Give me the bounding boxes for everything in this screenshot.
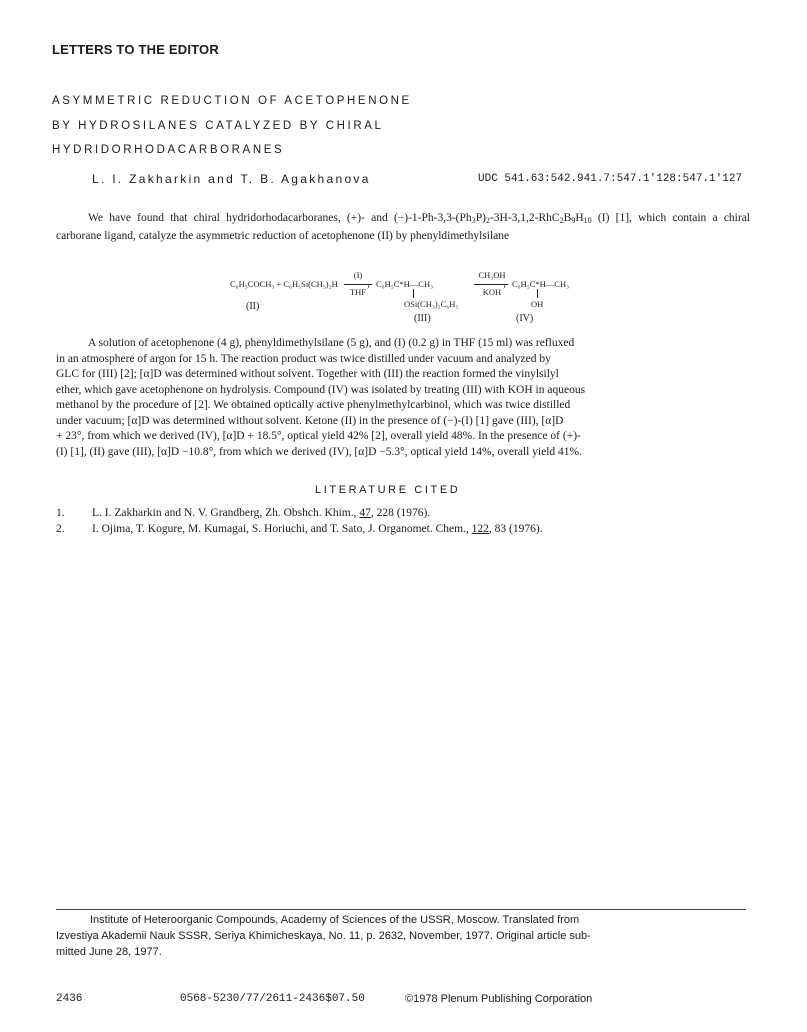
arrow2-head: › — [503, 281, 506, 291]
arrow2-bottom-label: KOH — [482, 287, 502, 297]
intro-paragraph: We have found that chiral hydridorhodacarboranes, (+)- and $(-)-1-Ph-3,3-(Ph_3P)_2-3H-3,1,2-RhC_2B_9H_{10}$ (I) [1], which contain a chiral carborane ligand, catalyze the asymmetric reduction of acetophenone (II) by phenyldimethylsilane — [56, 212, 750, 242]
experimental-paragraph — [56, 336, 750, 460]
para-line: methanol by the procedure of [2]. We obtained optically active phenylmethylcarbinol, which was twice distilled — [56, 399, 571, 411]
para-line: (I) [1], (II) gave (III), [α]D −10.8°, from which we derived (IV), [α]D −5.3°, optical yield 14%, overall yield 41%. — [56, 445, 582, 458]
arrow1-top-label: (I) — [353, 270, 363, 280]
literature-heading: LITERATURE CITED — [315, 484, 461, 496]
reaction-scheme — [0, 0, 807, 340]
footnote-line: Izvestiya Akademii Nauk SSSR, Seriya Khimicheskaya, No. 11, p. 2632, November, 1977. Original article sub- — [56, 930, 591, 942]
article-title-line-2: BY HYDROSILANES CATALYZED BY CHIRAL — [52, 120, 384, 132]
product-IV: C₆H₅C*H—CH₃ — [512, 279, 570, 289]
footnote-line: mitted June 28, 1977. — [56, 946, 162, 958]
product-IV-substituent: OH — [531, 299, 544, 309]
arrow2-top-label: CH₃OH — [478, 270, 506, 280]
para-line: A solution of acetophenone (4 g), phenyldimethylsilane (5 g), and (I) (0.2 g) in THF (15 ml) was refluxed — [88, 337, 575, 349]
article-title-line-3: HYDRIDORHODACARBORANES — [52, 144, 285, 156]
reference-item: 1. L. I. Zakharkin and N. V. Grandberg, Zh. Obshch. Khim., 47, 228 (1976). — [56, 507, 431, 519]
reference-item: 2. I. Ojima, T. Kogure, M. Kumagai, S. Horiuchi, and T. Sato, J. Organomet. Chem., 122, 83 (1976). — [56, 523, 543, 535]
arrow1-head: › — [367, 281, 370, 291]
bond-IV — [537, 289, 538, 298]
product-III-substituent: OSi(CH₃)₂C₆H₅ — [404, 299, 459, 309]
para-line: under vacuum; [α]D was determined without solvent. Ketone (II) in the presence of (−)-(I) [1] gave (III), [α]D — [56, 414, 564, 427]
para-line: + 23°, from which we derived (IV), [α]D + 18.5°, optical yield 42% [2], overall yield 48%. In the presence of (+)- — [56, 430, 581, 442]
page-number: 2436 — [56, 993, 83, 1005]
arrow1-bottom-label: THF — [349, 287, 367, 297]
para-line: GLC for (III) [2]; [α]D was determined without solvent. Together with (III) the reaction formed the vinylsilyl — [56, 368, 559, 380]
product-III: C₆H₅C*H—CH₃ — [376, 279, 434, 289]
authors: L. I. Zakharkin and T. B. Agakhanova — [92, 172, 371, 186]
section-header: LETTERS TO THE EDITOR — [52, 42, 219, 57]
issn-price: 0568-5230/77/2611-2436$07.50 — [180, 993, 365, 1005]
para-line: in an atmosphere of argon for 15 h. The reaction product was twice distilled under vacuum and analyzed by — [56, 352, 551, 365]
label-III: (III) — [414, 313, 431, 324]
footnote-line: Institute of Heteroorganic Compounds, Academy of Sciences of the USSR, Moscow. Translated from — [90, 914, 580, 926]
copyright: ©1978 Plenum Publishing Corporation — [405, 993, 593, 1005]
udc-code: UDC 541.63:542.941.7:547.1'128:547.1'127 — [478, 173, 743, 185]
label-IV: (IV) — [516, 313, 534, 324]
footnote — [56, 912, 748, 960]
reactants: C₆H₅COCH₃ + C₆H₅Si(CH₃)₂H — [230, 279, 338, 289]
article-title-line-1: ASYMMETRIC REDUCTION OF ACETOPHENONE — [52, 95, 412, 107]
para-line: ether, which gave acetophenone on hydrolysis. Compound (IV) was isolated by treating (III) with KOH in aqueous — [56, 383, 586, 396]
label-II: (II) — [246, 301, 260, 312]
bond-III — [413, 289, 414, 298]
footnote-rule — [56, 909, 746, 910]
